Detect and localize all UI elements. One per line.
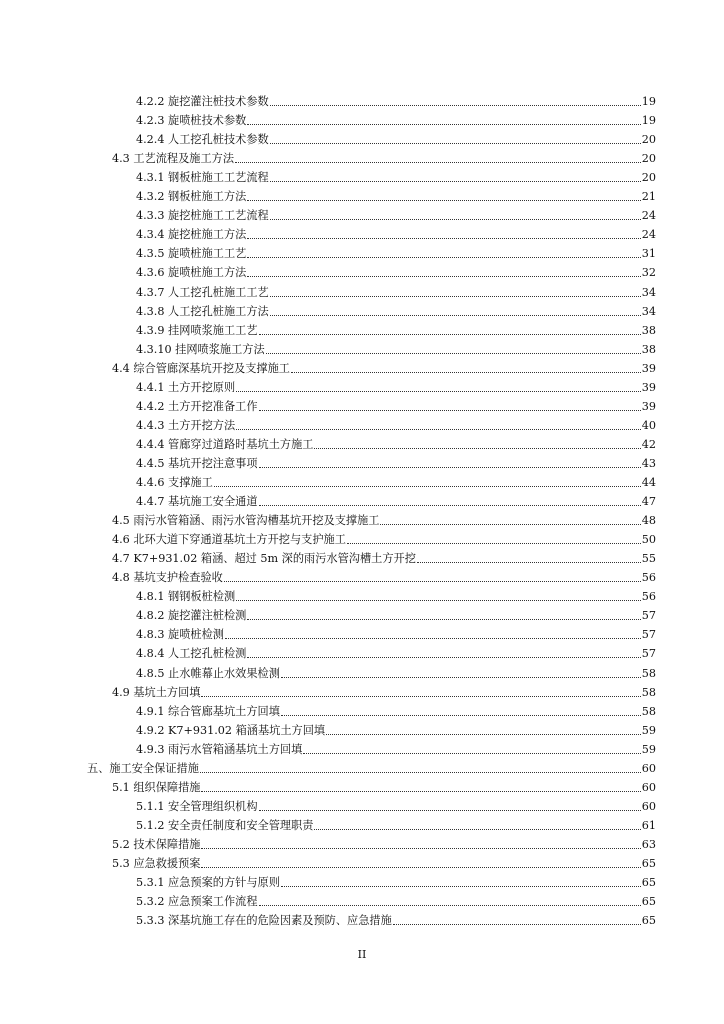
toc-entry-title: 4.3.8 人工挖孔桩施工方法 (136, 305, 269, 318)
dot-leader (224, 581, 641, 582)
dot-leader (200, 772, 641, 773)
toc-entry[interactable] (136, 472, 656, 490)
toc-entry-page: 63 (641, 838, 656, 851)
toc-entry-page: 38 (641, 324, 656, 337)
dot-leader (247, 238, 640, 239)
toc-entry[interactable] (136, 796, 656, 814)
toc-entry-page: 61 (641, 819, 656, 832)
toc-entry[interactable] (112, 148, 656, 166)
toc-entry[interactable] (136, 491, 656, 509)
toc-entry[interactable] (136, 663, 656, 681)
toc-entry-title: 4.3.1 钢板桩施工工艺流程 (136, 171, 269, 184)
toc-entry-page: 39 (641, 381, 656, 394)
toc-entry-title: 4.4 综合管廊深基坑开挖及支撑施工 (112, 362, 290, 375)
toc-entry-page: 55 (641, 552, 656, 565)
dot-leader (270, 219, 641, 220)
toc-entry[interactable] (136, 396, 656, 414)
toc-entry[interactable] (136, 605, 656, 623)
toc-entry-page: 40 (641, 419, 656, 432)
toc-entry[interactable] (112, 358, 656, 376)
dot-leader (303, 753, 640, 754)
toc-entry-page: 20 (641, 133, 656, 146)
toc-entry-title: 4.3.10 挂网喷浆施工方法 (136, 343, 265, 356)
toc-entry[interactable] (136, 701, 656, 719)
toc-entry-page: 24 (641, 209, 656, 222)
toc-entry-title: 4.8 基坑支护检查验收 (112, 571, 223, 584)
dot-leader (347, 543, 641, 544)
toc-entry[interactable] (112, 529, 656, 547)
dot-leader (235, 162, 641, 163)
toc-entry-page: 38 (641, 343, 656, 356)
toc-entry-page: 39 (641, 362, 656, 375)
toc-entry-page: 34 (641, 305, 656, 318)
toc-entry[interactable] (112, 682, 656, 700)
toc-entry-page: 47 (641, 495, 656, 508)
toc-entry-page: 31 (641, 247, 656, 260)
toc-entry[interactable] (112, 567, 656, 585)
toc-entry[interactable] (136, 720, 656, 738)
dot-leader (201, 791, 640, 792)
dot-leader (201, 848, 640, 849)
dot-leader (270, 181, 641, 182)
toc-entry-title: 4.9 基坑土方回填 (112, 686, 201, 699)
toc-entry-title: 4.8.2 旋挖灌注桩检测 (136, 609, 247, 622)
toc-entry-page: 59 (641, 743, 656, 756)
dot-leader (270, 296, 641, 297)
toc-entry-title: 5.3 应急救援预案 (112, 857, 201, 870)
toc-entry-page: 20 (641, 152, 656, 165)
toc-entry-page: 60 (641, 781, 656, 794)
toc-entry-title: 4.4.7 基坑施工安全通道 (136, 495, 258, 508)
dot-leader (214, 486, 641, 487)
toc-entry-title: 4.8.5 止水帷幕止水效果检测 (136, 667, 280, 680)
toc-entry-page: 20 (641, 171, 656, 184)
toc-entry-title: 4.9.2 K7+931.02 箱涵基坑土方回填 (136, 724, 326, 737)
dot-leader (247, 276, 640, 277)
dot-leader (259, 334, 641, 335)
toc-entry-title: 4.3.2 钢板桩施工方法 (136, 190, 247, 203)
dot-leader (201, 696, 640, 697)
dot-leader (266, 353, 641, 354)
dot-leader (247, 657, 640, 658)
toc-entry-page: 48 (641, 514, 656, 527)
dot-leader (380, 524, 640, 525)
toc-entry-page: 24 (641, 228, 656, 241)
toc-entry[interactable] (136, 167, 656, 185)
dot-leader (326, 734, 641, 735)
dot-leader (236, 600, 641, 601)
toc-entry[interactable] (136, 262, 656, 280)
toc-entry-title: 4.4.4 管廊穿过道路时基坑土方施工 (136, 438, 314, 451)
toc-entry[interactable] (136, 643, 656, 661)
toc-entry-page: 32 (641, 266, 656, 279)
toc-entry-page: 43 (641, 457, 656, 470)
toc-entry[interactable] (87, 758, 656, 776)
dot-leader (236, 429, 641, 430)
toc-entry[interactable] (136, 415, 656, 433)
dot-leader (281, 886, 641, 887)
toc-entry-page: 21 (641, 190, 656, 203)
toc-entry-page: 57 (641, 609, 656, 622)
dot-leader (417, 562, 641, 563)
toc-entry-page: 19 (641, 114, 656, 127)
toc-entry[interactable] (136, 129, 656, 147)
toc-entry-page: 44 (641, 476, 656, 489)
dot-leader (247, 124, 640, 125)
dot-leader (281, 677, 641, 678)
toc-entry[interactable] (136, 282, 656, 300)
toc-entry[interactable] (112, 510, 656, 528)
toc-entry[interactable] (112, 853, 656, 871)
toc-entry-title: 4.2.3 旋喷桩技术参数 (136, 114, 247, 127)
toc-entry-title: 4.3.9 挂网喷浆施工工艺 (136, 324, 258, 337)
toc-entry[interactable] (112, 777, 656, 795)
dot-leader (259, 467, 641, 468)
toc-entry-title: 4.2.2 旋挖灌注桩技术参数 (136, 95, 269, 108)
toc-entry-page: 57 (641, 628, 656, 641)
toc-entry[interactable] (136, 339, 656, 357)
toc-entry[interactable] (136, 377, 656, 395)
toc-entry-page: 59 (641, 724, 656, 737)
toc-entry[interactable] (136, 243, 656, 261)
toc-entry-title: 4.4.2 土方开挖准备工作 (136, 400, 258, 413)
dot-leader (270, 315, 641, 316)
toc-entry[interactable] (136, 91, 656, 109)
toc-entry[interactable] (136, 624, 656, 642)
toc-entry[interactable] (136, 224, 656, 242)
toc-entry-page: 65 (641, 914, 656, 927)
toc-entry-page: 65 (641, 876, 656, 889)
dot-leader (270, 143, 641, 144)
toc-entry-page: 42 (641, 438, 656, 451)
dot-leader (314, 448, 640, 449)
toc-entry-title: 五、施工安全保证措施 (87, 762, 199, 775)
toc-entry-page: 50 (641, 533, 656, 546)
toc-entry-title: 4.3.5 旋喷桩施工工艺 (136, 247, 247, 260)
toc-entry-page: 65 (641, 857, 656, 870)
toc-entry-title: 5.3.2 应急预案工作流程 (136, 895, 258, 908)
toc-entry-title: 4.5 雨污水管箱涵、雨污水管沟槽基坑开挖及支撑施工 (112, 514, 380, 527)
toc-entry[interactable] (136, 872, 656, 890)
toc-entry[interactable] (136, 453, 656, 471)
toc-entry[interactable] (136, 110, 656, 128)
dot-leader (393, 924, 641, 925)
toc-entry[interactable] (136, 815, 656, 833)
toc-entry-title: 4.4.5 基坑开挖注意事项 (136, 457, 258, 470)
toc-entry-title: 4.9.3 雨污水管箱涵基坑土方回填 (136, 743, 303, 756)
page-number-footer: II (357, 948, 367, 961)
toc-entry-title: 4.3.7 人工挖孔桩施工工艺 (136, 286, 269, 299)
dot-leader (201, 867, 640, 868)
toc-entry[interactable] (136, 586, 656, 604)
toc-entry-page: 57 (641, 647, 656, 660)
dot-leader (259, 810, 641, 811)
dot-leader (281, 715, 641, 716)
dot-leader (247, 257, 640, 258)
toc-entry-page: 58 (641, 686, 656, 699)
toc-entry-page: 56 (641, 590, 656, 603)
toc-entry-title: 4.3.6 旋喷桩施工方法 (136, 266, 247, 279)
toc-entry-title: 4.8.3 旋喷桩检测 (136, 628, 224, 641)
dot-leader (247, 200, 640, 201)
dot-leader (225, 638, 641, 639)
toc-entry[interactable] (136, 320, 656, 338)
toc-entry-title: 4.8.4 人工挖孔桩检测 (136, 647, 247, 660)
toc-entry[interactable] (136, 910, 656, 928)
dot-leader (314, 829, 640, 830)
toc-entry[interactable] (136, 739, 656, 757)
toc-entry-page: 19 (641, 95, 656, 108)
toc-entry-page: 60 (641, 800, 656, 813)
toc-entry-title: 4.2.4 人工挖孔桩技术参数 (136, 133, 269, 146)
toc-entry-title: 5.3.3 深基坑施工存在的危险因素及预防、应急措施 (136, 914, 392, 927)
toc-entry[interactable] (136, 205, 656, 223)
toc-entry-page: 65 (641, 895, 656, 908)
toc-entry-title: 4.4.1 土方开挖原则 (136, 381, 236, 394)
toc-entry-page: 60 (641, 762, 656, 775)
toc-entry-title: 4.3.4 旋挖桩施工方法 (136, 228, 247, 241)
toc-entry-page: 39 (641, 400, 656, 413)
toc-entry-title: 4.8.1 钢钢板桩检测 (136, 590, 236, 603)
toc-entry-title: 4.4.6 支撑施工 (136, 476, 213, 489)
dot-leader (247, 619, 640, 620)
toc-entry[interactable] (112, 834, 656, 852)
toc-entry-title: 4.9.1 综合管廊基坑土方回填 (136, 705, 280, 718)
dot-leader (259, 905, 641, 906)
toc-entry-page: 56 (641, 571, 656, 584)
toc-entry[interactable] (112, 548, 656, 566)
dot-leader (270, 105, 641, 106)
toc-entry-title: 5.1.1 安全管理组织机构 (136, 800, 258, 813)
toc-entry[interactable] (136, 186, 656, 204)
toc-entry-title: 5.1 组织保障措施 (112, 781, 201, 794)
toc-entry-page: 34 (641, 286, 656, 299)
toc-entry-title: 4.3 工艺流程及施工方法 (112, 152, 235, 165)
toc-entry[interactable] (136, 301, 656, 319)
dot-leader (236, 391, 641, 392)
dot-leader (259, 505, 641, 506)
toc-entry-page: 58 (641, 705, 656, 718)
toc-entry[interactable] (136, 891, 656, 909)
toc-entry-title: 4.6 北环大道下穿通道基坑土方开挖与支护施工 (112, 533, 346, 546)
toc-entry[interactable] (136, 434, 656, 452)
dot-leader (291, 372, 641, 373)
toc-entry-page: 58 (641, 667, 656, 680)
dot-leader (259, 410, 641, 411)
toc-entry-title: 4.4.3 土方开挖方法 (136, 419, 236, 432)
toc-entry-title: 4.7 K7+931.02 箱涵、超过 5m 深的雨污水管沟槽土方开挖 (112, 552, 416, 565)
toc-entry-title: 4.3.3 旋挖桩施工工艺流程 (136, 209, 269, 222)
toc-entry-title: 5.2 技术保障措施 (112, 838, 201, 851)
toc-entry-title: 5.3.1 应急预案的方针与原则 (136, 876, 280, 889)
toc-entry-title: 5.1.2 安全责任制度和安全管理职责 (136, 819, 314, 832)
